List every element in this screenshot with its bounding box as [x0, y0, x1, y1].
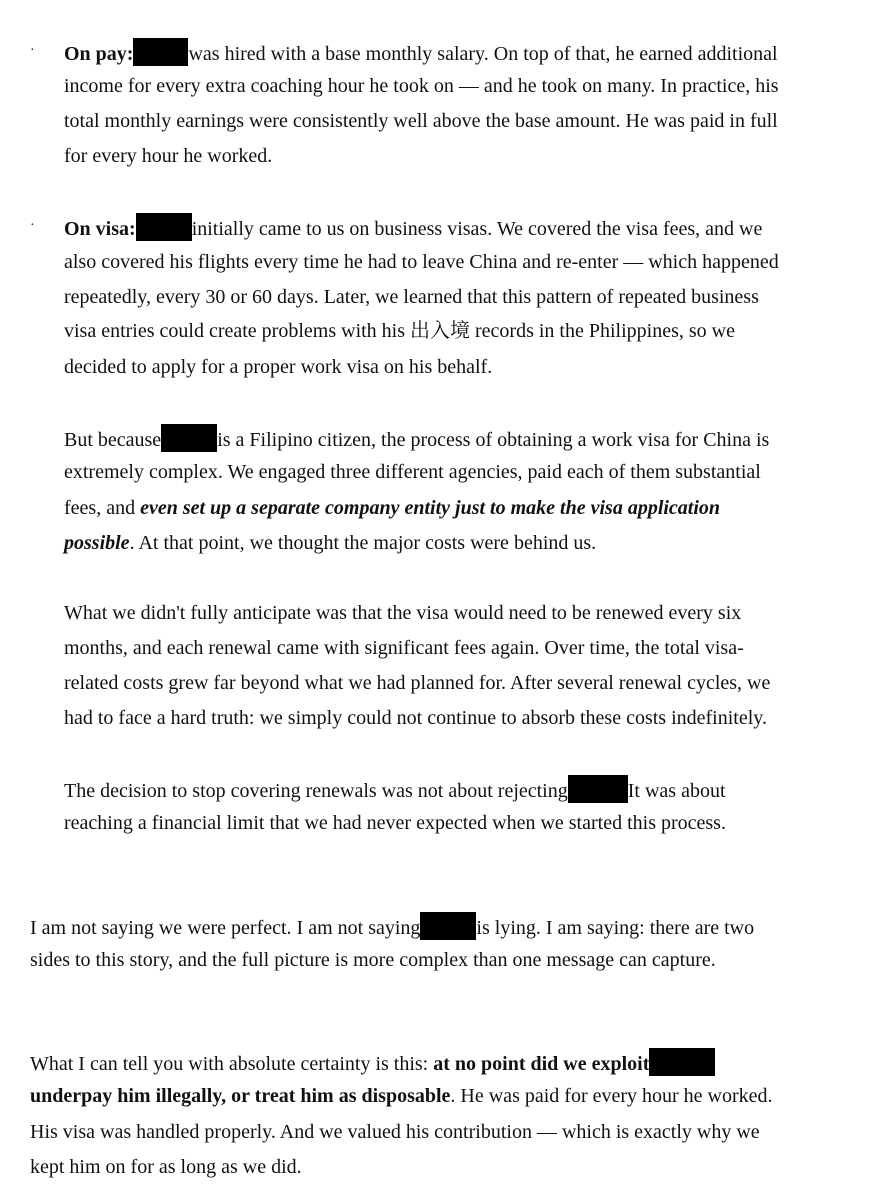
bullet-marker: · [30, 218, 35, 233]
emphasis-text: possible [64, 532, 130, 554]
visa-line-3: repeatedly, every 30 or 60 days. Later, we learned that this pattern of repeated business [64, 286, 759, 308]
visa-line-2: also covered his flights every time he had to leave China and re-enter — which happened [64, 251, 779, 273]
pay-line-2: income for every extra coaching hour he took on — and he took on many. In practice, his [64, 75, 779, 97]
because-line-3 [64, 495, 720, 521]
emphasis-text: even set up a separate company entity just to make the visa application [140, 497, 721, 519]
because-text-d: . At that point, we thought the major costs were behind us. [129, 532, 597, 554]
certainty-line-2 [30, 1083, 773, 1109]
visa-line-1 [64, 213, 762, 242]
because-text-b: is a Filipino citizen, the process of obtaining a work visa for China is [217, 429, 770, 451]
decision-text-b: It was about [627, 780, 726, 802]
redaction-box [420, 912, 476, 940]
decision-text-a: The decision to stop covering renewals was not about rejecting [64, 780, 568, 802]
certainty-line-1 [30, 1048, 715, 1077]
pay-line-3: total monthly earnings were consistently well above the base amount. He was paid in full [64, 110, 778, 132]
perfect-text-b: is lying. I am saying: there are two [476, 917, 755, 939]
certainty-text-a: What I can tell you with absolute certainty is this: [30, 1053, 434, 1075]
certainty-line-4: kept him on for as long as we did. [30, 1156, 302, 1178]
pay-line-1 [64, 38, 778, 67]
renewal-line-4: had to face a hard truth: we simply could not continue to absorb these costs indefinitely. [64, 707, 767, 729]
renewal-line-3: related costs grew far beyond what we had planned for. After several renewal cycles, we [64, 672, 771, 694]
renewal-line-1: What we didn't fully anticipate was that the visa would need to be renewed every six [64, 602, 742, 624]
visa-label: On visa: [64, 218, 136, 240]
perfect-text-a: I am not saying we were perfect. I am not saying [30, 917, 421, 939]
because-line-1 [64, 424, 769, 453]
pay-label: On pay: [64, 43, 134, 65]
visa-text: initially came to us on business visas. We covered the visa fees, and we [191, 218, 763, 240]
visa-line-5: decided to apply for a proper work visa on his behalf. [64, 356, 493, 378]
decision-line-1 [64, 775, 726, 804]
decision-line-2: reaching a financial limit that we had never expected when we started this process. [64, 812, 726, 834]
because-line-4 [64, 530, 596, 556]
redaction-box [136, 213, 192, 241]
redaction-box [568, 775, 628, 803]
visa-line-4: visa entries could create problems with his 出入境 records in the Philippines, so we [64, 320, 735, 342]
perfect-line-1 [30, 912, 754, 941]
pay-text: was hired with a base monthly salary. On top of that, he earned additional [188, 43, 778, 65]
perfect-line-2: sides to this story, and the full picture is more complex than one message can capture. [30, 949, 716, 971]
because-text-a: But because [64, 429, 162, 451]
emphasis-text: at no point did we exploit [433, 1053, 650, 1075]
because-line-2: extremely complex. We engaged three different agencies, paid each of them substantial [64, 461, 761, 483]
certainty-text-b: . He was paid for every hour he worked. [450, 1085, 773, 1107]
redaction-box [133, 38, 188, 66]
renewal-line-2: months, and each renewal came with significant fees again. Over time, the total visa- [64, 637, 744, 659]
emphasis-text: underpay him illegally, or treat him as disposable [30, 1085, 451, 1107]
pay-line-4: for every hour he worked. [64, 145, 273, 167]
redaction-box [649, 1048, 715, 1076]
certainty-line-3: His visa was handled properly. And we valued his contribution — which is exactly why we [30, 1121, 760, 1143]
because-text-c: fees, and [64, 497, 141, 519]
redaction-box [161, 424, 217, 452]
bullet-marker: · [30, 43, 35, 58]
